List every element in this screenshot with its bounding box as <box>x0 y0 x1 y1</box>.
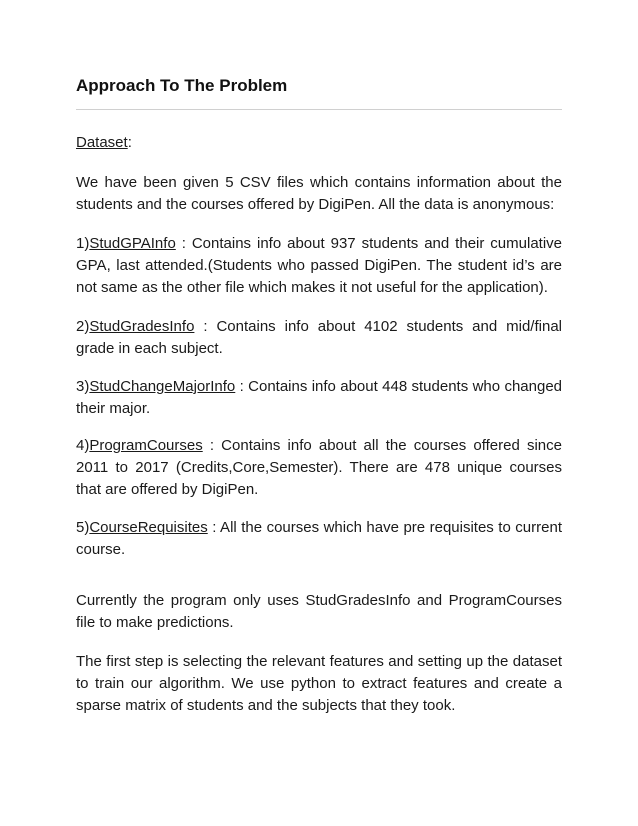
file-name-studgradesinfo: StudGradesInfo <box>89 318 195 335</box>
file-name-courserequisites: CourseRequisites <box>89 519 208 536</box>
current-usage-paragraph: Currently the program only uses StudGradesInfo and ProgramCourses file to make predictions. <box>76 592 562 631</box>
file-item-number: 3) <box>76 378 90 395</box>
file-item-studgpainfo <box>76 233 562 299</box>
file-name-studgpainfo: StudGPAInfo <box>89 235 176 252</box>
heading-divider <box>76 109 562 110</box>
file-item-courserequisites <box>76 517 562 561</box>
file-description: : Contains info about 448 students who changed their major. <box>76 378 562 417</box>
file-item-studgradesinfo <box>76 316 562 360</box>
section-heading: Approach To The Problem <box>76 76 288 95</box>
file-item-number: 5) <box>76 519 90 536</box>
file-item-studchangemajorinfo <box>76 376 562 420</box>
file-name-programcourses: ProgramCourses <box>89 437 203 454</box>
intro-paragraph: We have been given 5 CSV files which contains information about the students and the courses offered by DigiPen. All the data is anonymous: <box>76 174 562 213</box>
file-description: : Contains info about 937 students and their cumulative GPA, last attended.(Students who passed DigiPen. The student id’s are not same as the other file which makes it not useful for the application). <box>76 235 562 296</box>
file-item-number: 2) <box>76 318 90 335</box>
file-description: : All the courses which have pre requisites to current course. <box>76 519 562 558</box>
file-item-number: 4) <box>76 437 90 454</box>
file-description: : Contains info about all the courses offered since 2011 to 2017 (Credits,Core,Semester). There are 478 unique courses that are offered by DigiPen. <box>76 437 562 498</box>
file-name-studchangemajorinfo: StudChangeMajorInfo <box>89 378 236 395</box>
dataset-label: Dataset <box>76 134 128 151</box>
dataset-label-line <box>76 132 562 154</box>
file-item-programcourses <box>76 435 562 501</box>
file-item-number: 1) <box>76 235 90 252</box>
dataset-label-colon: : <box>127 134 132 151</box>
first-step-paragraph: The first step is selecting the relevant features and setting up the dataset to train our algorithm. We use python to extract features and create a sparse matrix of students and the subjects that they took. <box>76 653 562 714</box>
file-description: : Contains info about 4102 students and mid/final grade in each subject. <box>76 318 562 357</box>
